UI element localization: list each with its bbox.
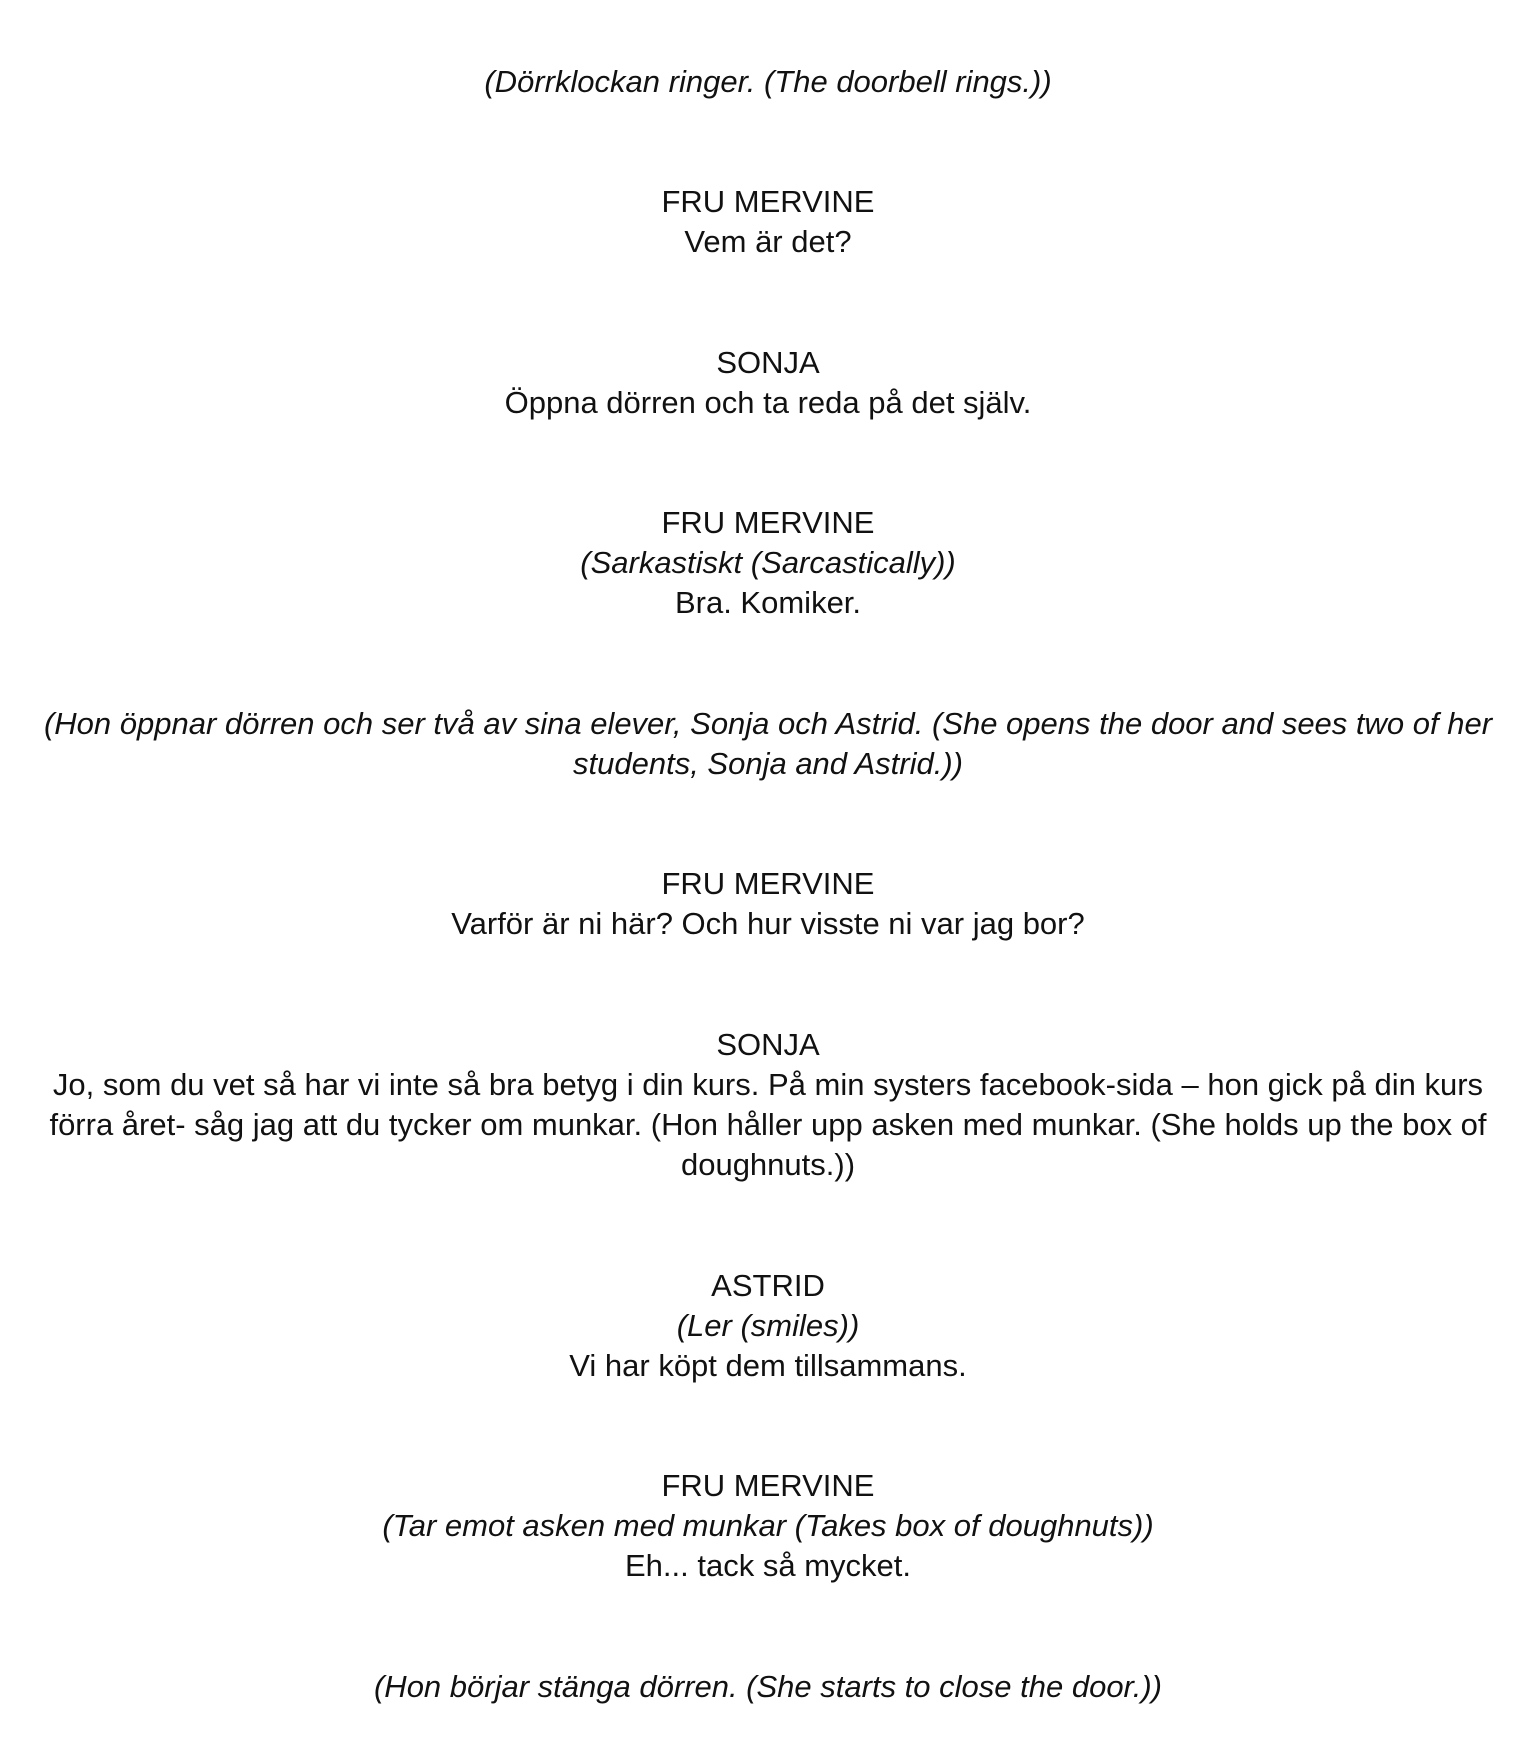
dialogue-line: Varför är ni här? Och hur visste ni var jag bor? (451, 906, 1085, 941)
stage-direction-opens-door (20, 704, 1516, 784)
stage-direction-doorbell (20, 62, 1516, 102)
dialogue-line: förra året- såg jag att du tycker om munkar. (Hon håller upp asken med munkar. (She holds up the box of (49, 1107, 1487, 1142)
stage-direction-line: students, Sonja and Astrid.)) (573, 746, 963, 781)
parenthetical: (Sarkastiskt (Sarcastically)) (580, 545, 956, 580)
dialogue-line: Vi har köpt dem tillsammans. (569, 1348, 967, 1383)
character-name: FRU MERVINE (661, 505, 875, 540)
stage-direction-closes-door (20, 1667, 1516, 1707)
dialogue-block-7 (20, 1466, 1516, 1586)
parenthetical: (Tar emot asken med munkar (Takes box of doughnuts)) (382, 1508, 1154, 1543)
dialogue-line: Eh... tack så mycket. (625, 1548, 911, 1583)
dialogue-line: Öppna dörren och ta reda på det själv. (504, 385, 1032, 420)
dialogue-block-2 (20, 343, 1516, 423)
stage-direction-line: (Hon öppnar dörren och ser två av sina elever, Sonja och Astrid. (She opens the door and sees two of her (43, 706, 1493, 741)
dialogue-block-4 (20, 864, 1516, 944)
character-name: ASTRID (711, 1268, 825, 1303)
stage-direction-text: (Dörrklockan ringer. (The doorbell rings.)) (484, 64, 1052, 99)
dialogue-line: Jo, som du vet så har vi inte så bra betyg i din kurs. På min systers facebook-sida – hon gick på din kurs (52, 1067, 1484, 1102)
dialogue-block-3 (20, 503, 1516, 623)
character-name: SONJA (716, 345, 820, 380)
parenthetical: (Ler (smiles)) (676, 1308, 860, 1343)
dialogue-line: doughnuts.)) (680, 1147, 856, 1182)
stage-direction-text: (Hon börjar stänga dörren. (She starts to close the door.)) (373, 1669, 1162, 1704)
dialogue-block-1 (20, 182, 1516, 262)
character-name: FRU MERVINE (661, 866, 875, 901)
dialogue-line: Vem är det? (684, 224, 852, 259)
dialogue-line: Bra. Komiker. (674, 585, 862, 620)
character-name: FRU MERVINE (661, 184, 875, 219)
dialogue-block-6 (20, 1266, 1516, 1386)
character-name: SONJA (716, 1027, 820, 1062)
character-name: FRU MERVINE (661, 1468, 875, 1503)
dialogue-block-5 (20, 1025, 1516, 1185)
